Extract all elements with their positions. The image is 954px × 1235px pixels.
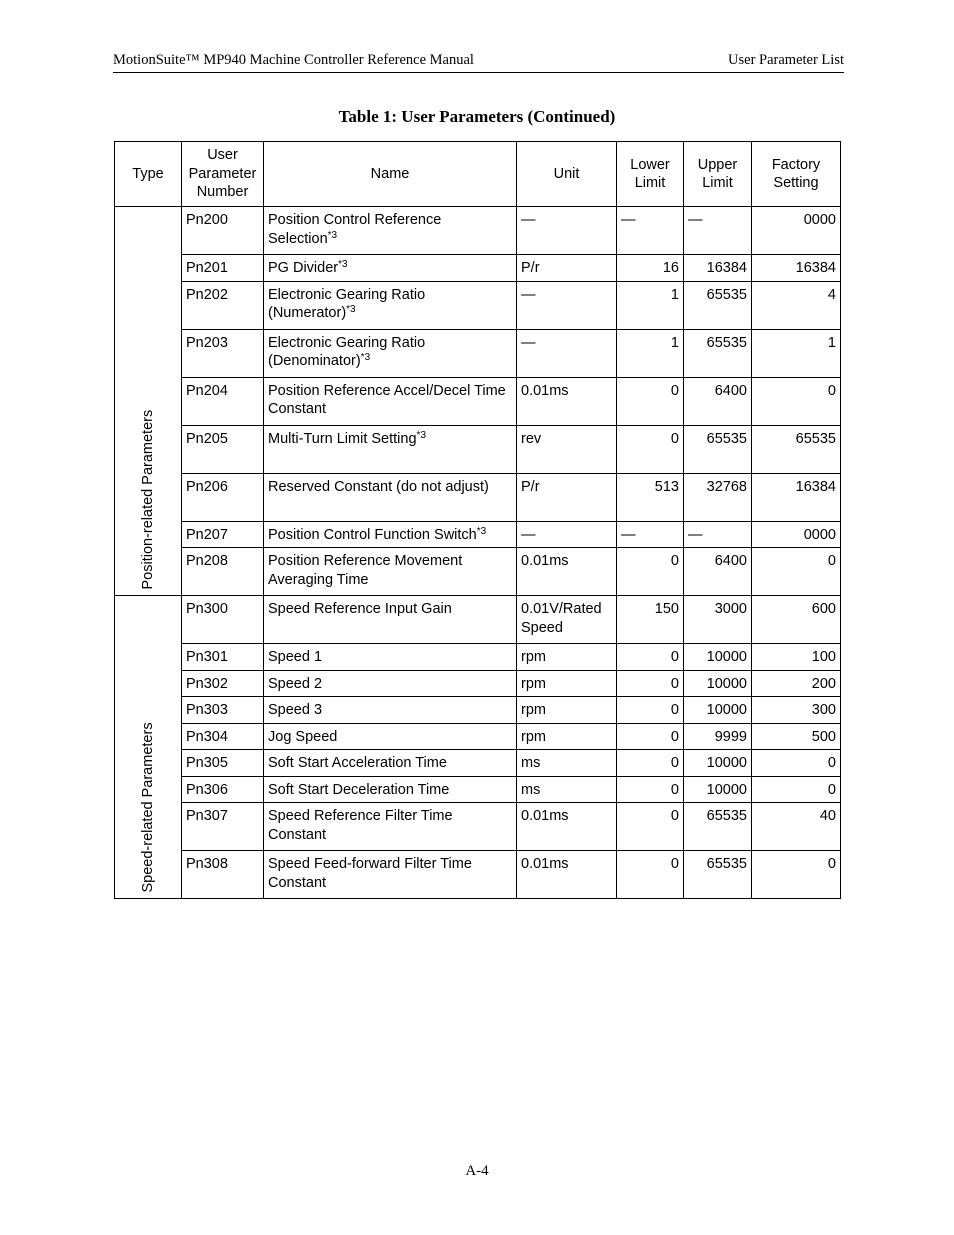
- parameter-lower-limit: 0: [617, 750, 684, 777]
- parameter-upper-limit: 65535: [684, 425, 752, 473]
- parameter-name-cell: [264, 377, 517, 425]
- parameter-lower-limit: 0: [617, 776, 684, 803]
- parameter-factory-setting: 200: [752, 670, 841, 697]
- table-row: [115, 697, 841, 724]
- parameter-unit: 0.01ms: [517, 377, 617, 425]
- parameter-upper-limit: 10000: [684, 697, 752, 724]
- parameter-factory-setting: 300: [752, 697, 841, 724]
- parameter-name-cell: [264, 281, 517, 329]
- parameter-number: Pn205: [182, 425, 264, 473]
- parameter-number: Pn300: [182, 596, 264, 644]
- parameter-name: Position Reference Movement Averaging Time: [268, 553, 463, 588]
- parameter-factory-setting: 16384: [752, 473, 841, 521]
- parameter-number: Pn206: [182, 473, 264, 521]
- col-header-number: User Parameter Number: [182, 142, 264, 207]
- page-number: A-4: [465, 1163, 489, 1179]
- col-header-name: Name: [264, 142, 517, 207]
- table-row: [115, 329, 841, 377]
- parameter-upper-limit: 10000: [684, 776, 752, 803]
- section-title: User Parameter List: [728, 52, 844, 68]
- parameter-unit: rpm: [517, 644, 617, 671]
- parameter-lower-limit: 1: [617, 329, 684, 377]
- parameter-lower-limit: —: [617, 207, 684, 255]
- parameter-factory-setting: 0: [752, 851, 841, 899]
- footnote-reference: *3: [416, 429, 426, 441]
- parameter-lower-limit: 1: [617, 281, 684, 329]
- parameter-factory-setting: 0: [752, 750, 841, 777]
- parameter-name: Electronic Gearing Ratio (Numerator): [268, 286, 426, 321]
- parameter-name: Electronic Gearing Ratio (Denominator): [268, 334, 426, 369]
- parameter-unit: rpm: [517, 723, 617, 750]
- parameter-lower-limit: 0: [617, 851, 684, 899]
- footnote-reference: *3: [476, 525, 487, 537]
- parameter-upper-limit: 32768: [684, 473, 752, 521]
- parameter-name-cell: [264, 255, 517, 282]
- parameter-name-cell: [264, 207, 517, 255]
- parameter-lower-limit: 0: [617, 670, 684, 697]
- parameter-name: Speed 3: [268, 702, 323, 718]
- parameter-factory-setting: 16384: [752, 255, 841, 282]
- parameter-upper-limit: 9999: [684, 723, 752, 750]
- parameter-unit: 0.01ms: [517, 851, 617, 899]
- parameter-lower-limit: 0: [617, 697, 684, 724]
- parameter-name-cell: [264, 596, 517, 644]
- manual-title: MotionSuite™ MP940 Machine Controller Reference Manual: [113, 52, 474, 68]
- table-header-row: [115, 142, 841, 207]
- parameter-upper-limit: 16384: [684, 255, 752, 282]
- parameter-unit: P/r: [517, 255, 617, 282]
- parameter-number: Pn200: [182, 207, 264, 255]
- parameter-name: Soft Start Deceleration Time: [268, 781, 450, 798]
- parameter-factory-setting: 1: [752, 329, 841, 377]
- footnote-reference: *3: [327, 229, 338, 241]
- parameter-upper-limit: 65535: [684, 329, 752, 377]
- parameter-name: Multi-Turn Limit Setting: [268, 430, 417, 447]
- parameter-upper-limit: 10000: [684, 670, 752, 697]
- page-header: [113, 52, 844, 73]
- parameter-unit: 0.01V/Rated Speed: [517, 596, 617, 644]
- parameter-number: Pn202: [182, 281, 264, 329]
- parameter-name-cell: [264, 521, 517, 548]
- parameter-unit: rev: [517, 425, 617, 473]
- parameter-unit: —: [517, 521, 617, 548]
- parameter-unit: rpm: [517, 670, 617, 697]
- parameter-upper-limit: 10000: [684, 750, 752, 777]
- table-row: [115, 255, 841, 282]
- parameter-name-cell: [264, 548, 517, 596]
- parameter-factory-setting: 65535: [752, 425, 841, 473]
- col-header-lower-limit: Lower Limit: [617, 142, 684, 207]
- parameter-name: Speed Reference Filter Time Constant: [268, 808, 453, 843]
- parameter-lower-limit: 0: [617, 723, 684, 750]
- parameter-number: Pn204: [182, 377, 264, 425]
- parameter-name: Speed Reference Input Gain: [268, 601, 452, 617]
- parameter-factory-setting: 40: [752, 803, 841, 851]
- parameter-lower-limit: 0: [617, 548, 684, 596]
- parameter-name-cell: [264, 851, 517, 899]
- parameter-name-cell: [264, 750, 517, 777]
- parameter-name-cell: [264, 670, 517, 697]
- col-header-upper-limit: Upper Limit: [684, 142, 752, 207]
- table-row: [115, 670, 841, 697]
- parameter-name-cell: [264, 803, 517, 851]
- parameter-factory-setting: 100: [752, 644, 841, 671]
- parameter-unit: 0.01ms: [517, 548, 617, 596]
- table-row: [115, 776, 841, 803]
- parameter-lower-limit: —: [617, 521, 684, 548]
- parameter-upper-limit: —: [684, 521, 752, 548]
- table-row: [115, 644, 841, 671]
- parameter-name-cell: [264, 473, 517, 521]
- parameter-unit: ms: [517, 776, 617, 803]
- table-row: [115, 377, 841, 425]
- parameter-number: Pn207: [182, 521, 264, 548]
- parameter-upper-limit: 6400: [684, 548, 752, 596]
- parameter-unit: rpm: [517, 697, 617, 724]
- parameter-upper-limit: —: [684, 207, 752, 255]
- parameter-lower-limit: 16: [617, 255, 684, 282]
- parameter-lower-limit: 150: [617, 596, 684, 644]
- parameter-lower-limit: 0: [617, 425, 684, 473]
- parameter-factory-setting: 4: [752, 281, 841, 329]
- parameter-type-label: Position-related Parameters: [140, 409, 156, 589]
- parameter-factory-setting: 500: [752, 723, 841, 750]
- parameter-number: Pn301: [182, 644, 264, 671]
- parameter-lower-limit: 513: [617, 473, 684, 521]
- parameter-lower-limit: 0: [617, 377, 684, 425]
- user-parameter-table: [114, 141, 841, 899]
- table-row: [115, 596, 841, 644]
- parameter-number: Pn304: [182, 723, 264, 750]
- parameter-upper-limit: 10000: [684, 644, 752, 671]
- table-row: [115, 548, 841, 596]
- parameter-name: Position Reference Accel/Decel Time Constant: [268, 382, 506, 417]
- parameter-number: Pn306: [182, 776, 264, 803]
- parameter-unit: —: [517, 207, 617, 255]
- parameter-factory-setting: 0: [752, 548, 841, 596]
- parameter-name: Position Control Reference Selection: [268, 212, 442, 247]
- parameter-factory-setting: 0000: [752, 521, 841, 548]
- parameter-name-cell: [264, 776, 517, 803]
- table-row: [115, 803, 841, 851]
- parameter-name: PG Divider: [268, 260, 339, 276]
- parameter-name: Position Control Function Switch: [268, 526, 477, 543]
- parameter-number: Pn208: [182, 548, 264, 596]
- parameter-unit: ms: [517, 750, 617, 777]
- parameter-lower-limit: 0: [617, 644, 684, 671]
- parameter-unit: 0.01ms: [517, 803, 617, 851]
- col-header-unit: Unit: [517, 142, 617, 207]
- parameter-name: Speed 1: [268, 649, 323, 665]
- footnote-reference: *3: [338, 259, 348, 270]
- footnote-reference: *3: [346, 304, 356, 315]
- table-body: [115, 207, 841, 899]
- col-header-type: Type: [115, 142, 182, 207]
- parameter-number: Pn303: [182, 697, 264, 724]
- parameter-name-cell: [264, 697, 517, 724]
- parameter-unit: —: [517, 281, 617, 329]
- table-row: [115, 473, 841, 521]
- parameter-name-cell: [264, 644, 517, 671]
- parameter-number: Pn307: [182, 803, 264, 851]
- parameter-upper-limit: 65535: [684, 803, 752, 851]
- parameter-name: Soft Start Acceleration Time: [268, 755, 447, 771]
- table-row: [115, 851, 841, 899]
- parameter-upper-limit: 65535: [684, 851, 752, 899]
- parameter-factory-setting: 0: [752, 377, 841, 425]
- parameter-factory-setting: 0000: [752, 207, 841, 255]
- parameter-factory-setting: 600: [752, 596, 841, 644]
- table-row: [115, 425, 841, 473]
- parameter-number: Pn305: [182, 750, 264, 777]
- table-row: [115, 723, 841, 750]
- parameter-lower-limit: 0: [617, 803, 684, 851]
- table-row: [115, 750, 841, 777]
- parameter-type-label: Speed-related Parameters: [140, 721, 156, 892]
- table-row: [115, 281, 841, 329]
- parameter-unit: P/r: [517, 473, 617, 521]
- table-title: Table 1: User Parameters (Continued): [338, 107, 616, 126]
- parameter-unit: —: [517, 329, 617, 377]
- parameter-factory-setting: 0: [752, 776, 841, 803]
- parameter-upper-limit: 3000: [684, 596, 752, 644]
- parameter-number: Pn302: [182, 670, 264, 697]
- parameter-name: Speed Feed-forward Filter Time Constant: [268, 856, 472, 891]
- parameter-name-cell: [264, 329, 517, 377]
- col-header-factory-setting: Factory Setting: [752, 142, 841, 207]
- parameter-name: Jog Speed: [268, 728, 338, 745]
- parameter-name-cell: [264, 723, 517, 750]
- parameter-type-cell: [115, 596, 182, 899]
- parameter-number: Pn201: [182, 255, 264, 282]
- parameter-number: Pn203: [182, 329, 264, 377]
- parameter-type-cell: [115, 207, 182, 596]
- parameter-name: Reserved Constant (do not adjust): [268, 478, 489, 495]
- parameter-name-cell: [264, 425, 517, 473]
- parameter-number: Pn308: [182, 851, 264, 899]
- table-row: [115, 521, 841, 548]
- parameter-upper-limit: 65535: [684, 281, 752, 329]
- parameter-name: Speed 2: [268, 675, 323, 692]
- footnote-reference: *3: [360, 352, 371, 363]
- parameter-upper-limit: 6400: [684, 377, 752, 425]
- table-row: [115, 207, 841, 255]
